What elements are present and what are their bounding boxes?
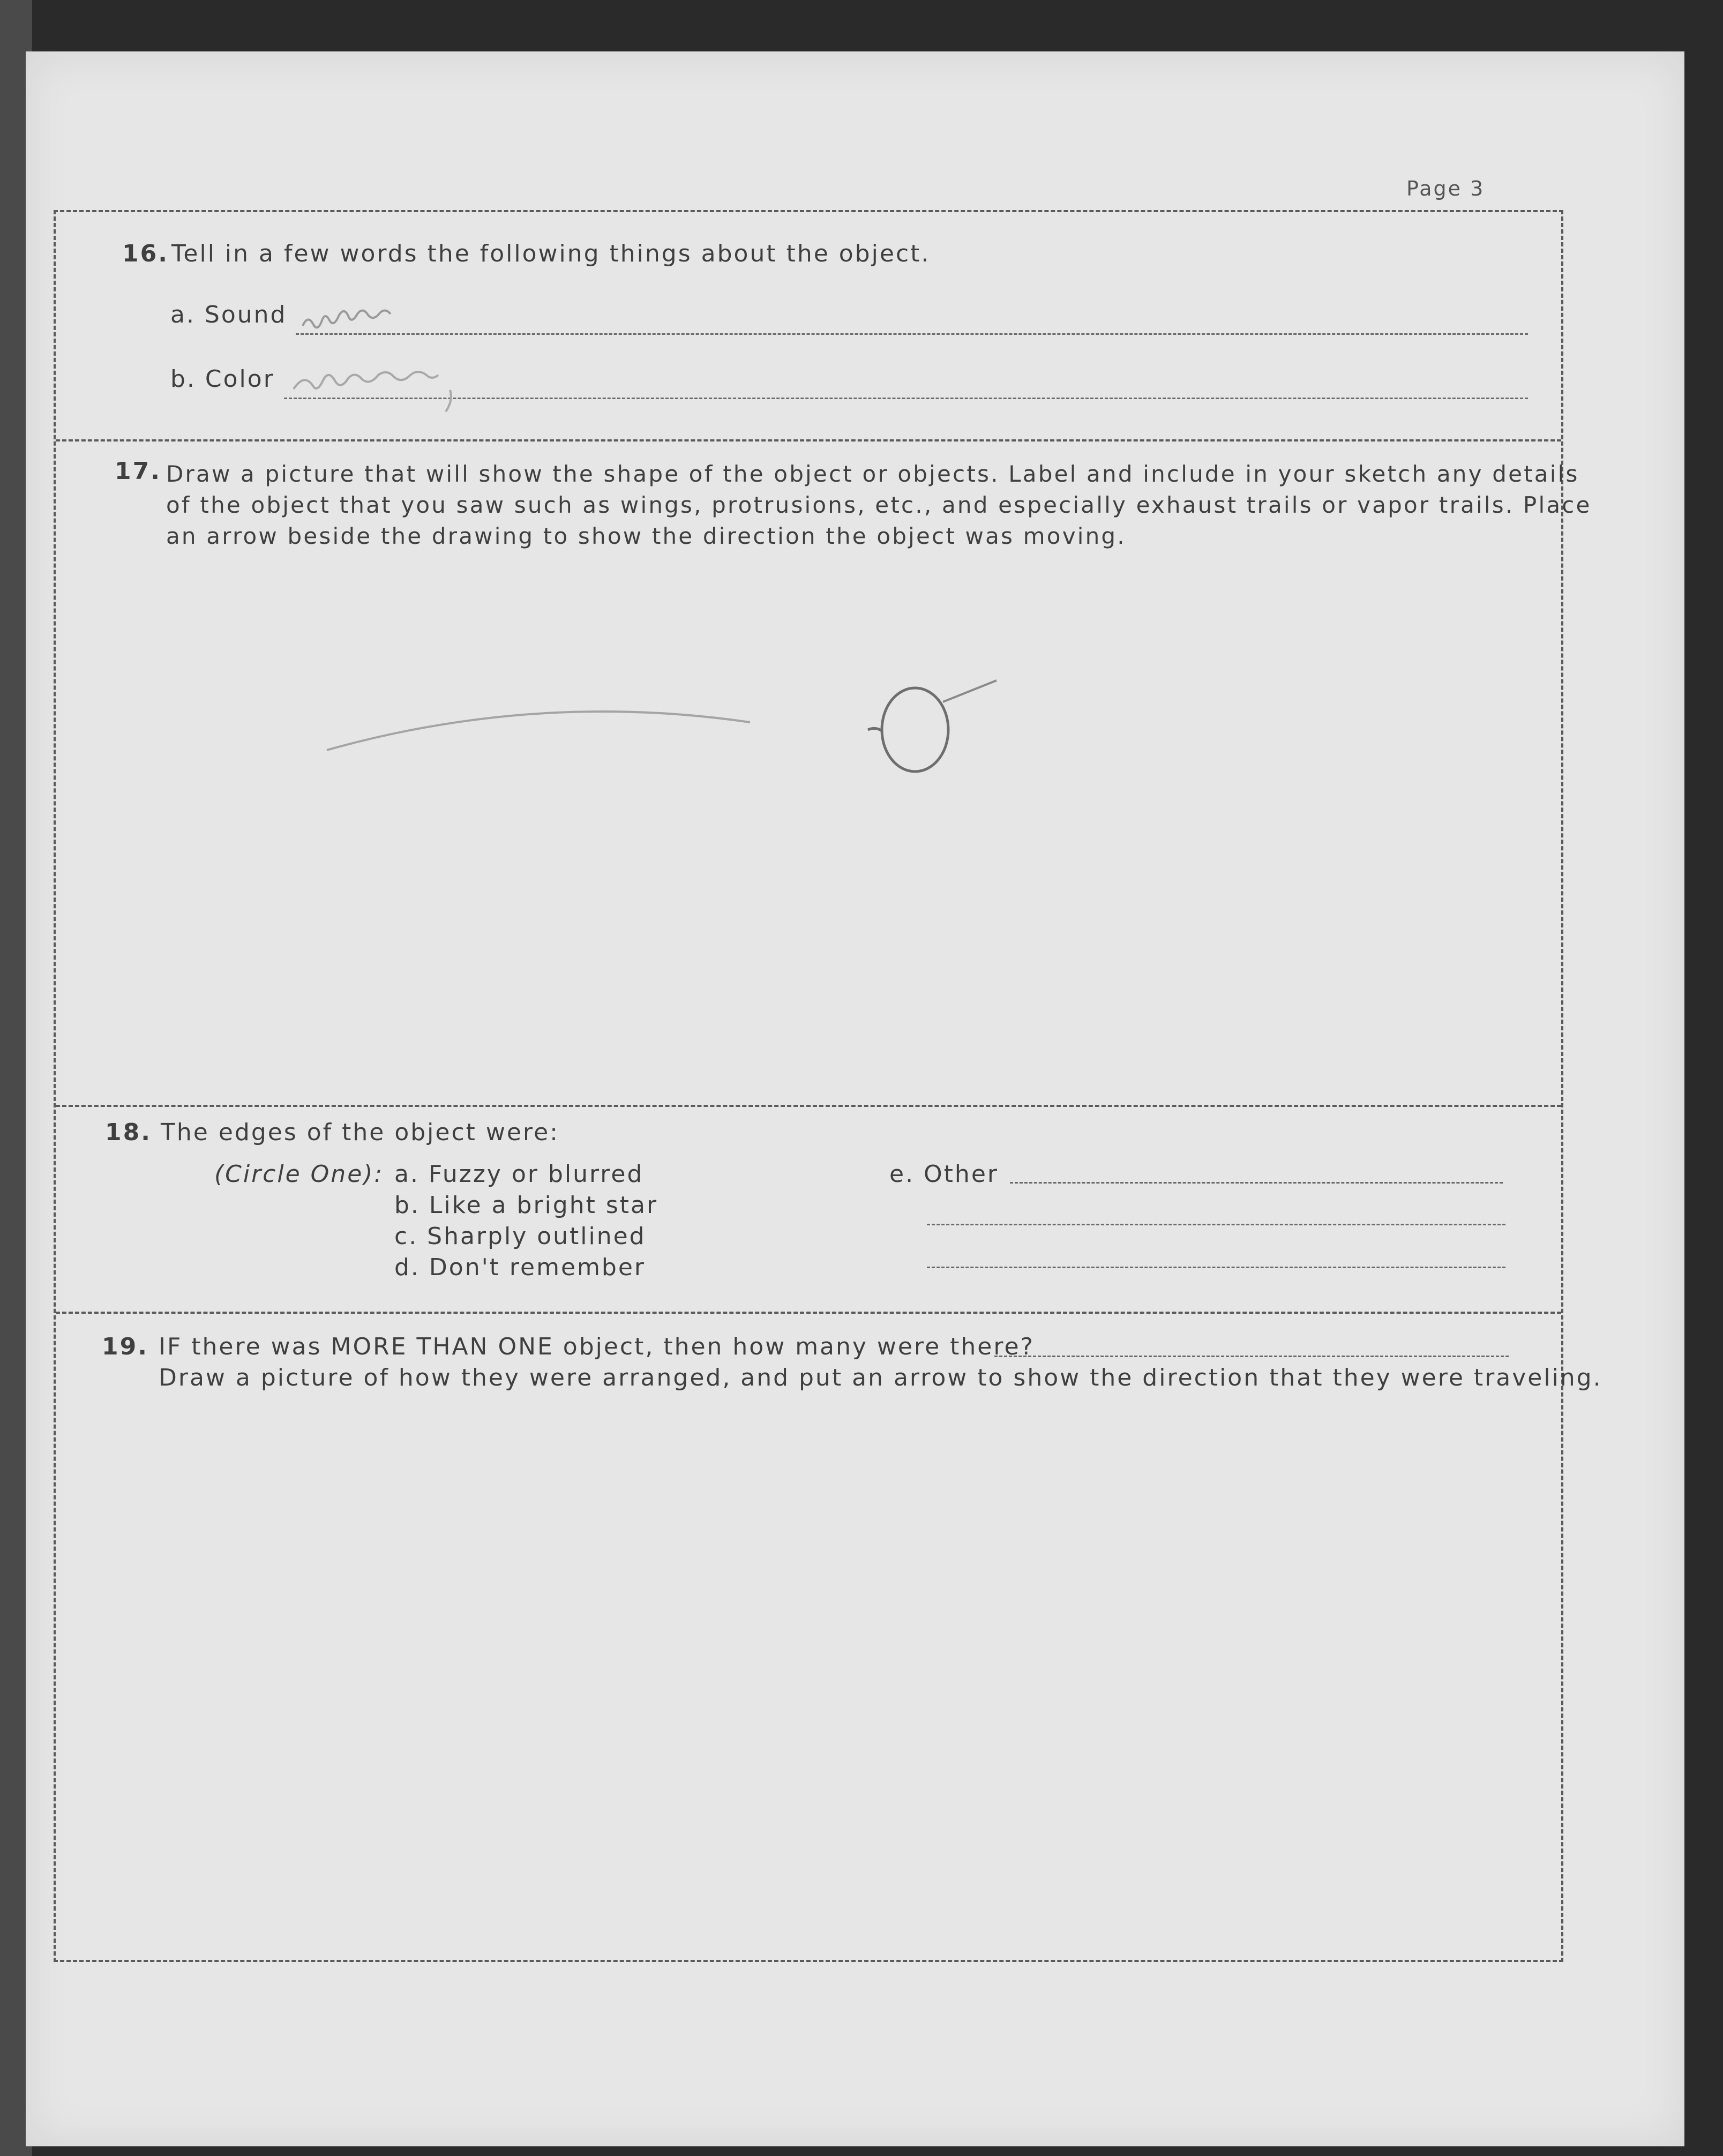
q18-other-line-3 bbox=[927, 1267, 1505, 1268]
q18-circle-one: (Circle One): bbox=[214, 1161, 384, 1188]
q19-line2: Draw a picture of how they were arranged, and put an arrow to show the direction that they were traveling. bbox=[159, 1364, 1602, 1391]
q17-line1: Draw a picture that will show the shape of the object or objects. Label and include in your sketch any details bbox=[166, 461, 1579, 487]
q17-line3: an arrow beside the drawing to show the direction the object was moving. bbox=[166, 523, 1126, 549]
q17-line2: of the object that you saw such as wings, protrusions, etc., and especially exhaust trails or vapor trails. Place bbox=[166, 492, 1592, 518]
q19-number: 19. bbox=[102, 1333, 148, 1360]
divider-17-18 bbox=[56, 1105, 1561, 1107]
q17-number: 17. bbox=[115, 458, 161, 485]
handwriting-color bbox=[289, 362, 471, 416]
divider-18-19 bbox=[56, 1312, 1561, 1314]
q18-other-line-1 bbox=[1010, 1182, 1503, 1184]
sketch-object-circle bbox=[882, 688, 948, 772]
divider-16-17 bbox=[56, 439, 1561, 441]
q16-color-label: b. Color bbox=[170, 365, 275, 393]
q18-option-c[interactable]: c. Sharply outlined bbox=[394, 1223, 646, 1250]
q18-prompt: The edges of the object were: bbox=[161, 1119, 559, 1146]
handwriting-sound bbox=[300, 303, 429, 335]
object-sketch bbox=[311, 664, 1061, 804]
q16-prompt: Tell in a few words the following things about the object. bbox=[171, 240, 931, 267]
q18-option-d[interactable]: d. Don't remember bbox=[394, 1254, 646, 1281]
q18-other-line-2 bbox=[927, 1224, 1505, 1225]
q18-option-b[interactable]: b. Like a bright star bbox=[394, 1192, 658, 1219]
q18-number: 18. bbox=[105, 1119, 152, 1146]
q16-sound-label: a. Sound bbox=[170, 301, 287, 328]
page-number: Page 3 bbox=[1406, 177, 1485, 200]
q19-count-line bbox=[994, 1356, 1509, 1357]
q16-sound-line bbox=[296, 333, 1528, 335]
q18-option-a[interactable]: a. Fuzzy or blurred bbox=[394, 1161, 644, 1188]
q19-line1: IF there was MORE THAN ONE object, then how many were there? bbox=[159, 1333, 1035, 1360]
q16-number: 16. bbox=[122, 240, 169, 267]
q18-option-e[interactable]: e. Other bbox=[889, 1161, 999, 1188]
